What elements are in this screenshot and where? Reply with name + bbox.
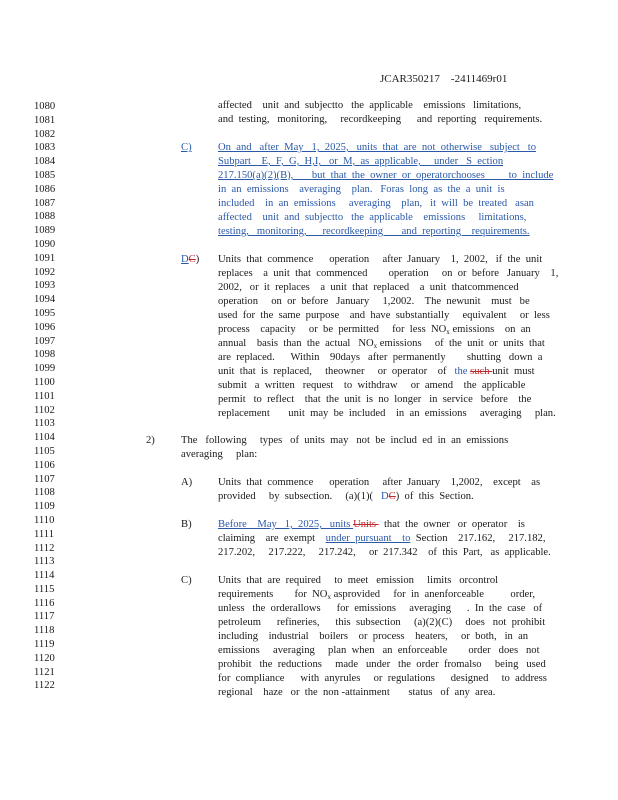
text-line-1102: replacement unit may be included in an emissions averaging plan. <box>218 408 556 419</box>
line-number: 1121 <box>34 666 55 678</box>
text-line-1086: in an emissions averaging plan. Foras long as the a unit is <box>218 184 505 195</box>
text-line-1085: 217.150(a)(2)(B), but that the owner or operatorchooses to include <box>218 170 554 181</box>
subscript-x: x <box>373 342 378 350</box>
text-line-1120: prohibit the reductions made under the order fromalso being used <box>218 659 546 670</box>
paragraph-label-d <box>181 254 199 268</box>
doc-revision: -2411469r01 <box>450 73 508 85</box>
line-number: 1104 <box>34 432 55 444</box>
subscript-x: x <box>327 593 331 601</box>
line-number: 1100 <box>34 376 55 388</box>
line-number: 1090 <box>34 238 56 250</box>
text-line-1098: are replaced. Within 90days after permanently shutting down a <box>218 352 543 363</box>
line-number: 1107 <box>34 473 55 485</box>
text-line-1087: included in an emissions averaging plan, it will be treated asan <box>218 198 534 209</box>
text-seg: annual basis than the actual NO <box>218 338 374 349</box>
text-seg: asprovided for in anenforceable order, <box>330 589 535 600</box>
text-line-1084: Subpart E, F, G, H,I, or M, as applicable, under S ection <box>218 156 504 167</box>
text-line-1112: 217.202, 217.222, 217.242, or 217.342 of this Part, as applicable. <box>218 547 551 558</box>
label-insert-d: D <box>181 254 189 265</box>
inserted-text: the <box>454 366 471 377</box>
line-number: 1094 <box>34 294 56 306</box>
line-number: 1097 <box>34 335 56 347</box>
text-line-1115 <box>218 589 535 603</box>
paragraph-label-c2: C) <box>181 575 192 586</box>
line-number: 1089 <box>34 225 56 237</box>
line-number: 1110 <box>34 514 55 526</box>
paragraph-label-b: B) <box>181 519 192 530</box>
line-number: 1084 <box>34 156 56 168</box>
text-line-1100: submit a written request to withdraw or amend the applicable <box>218 380 526 391</box>
line-number: 1115 <box>34 583 55 595</box>
line-number: 1081 <box>34 114 56 126</box>
line-number: 1098 <box>34 349 56 361</box>
line-number: 1099 <box>34 363 56 375</box>
inserted-text: under pursuant to <box>325 533 411 544</box>
line-number: 1106 <box>34 459 55 471</box>
line-number: 1108 <box>34 487 55 499</box>
line-number: 1112 <box>34 542 55 554</box>
text-seg: that the owner or operator is <box>378 519 525 530</box>
text-line-1093: 2002, or it replaces a unit that replaced a unit thatcommenced <box>218 282 519 293</box>
document-header <box>380 73 507 87</box>
text-line-1122: regional haze or the non -attainment status of any area. <box>218 687 496 698</box>
text-line-1099 <box>218 366 535 380</box>
paragraph-label-c: C) <box>181 142 192 153</box>
text-line-1095: used for the same purpose and have substantially equivalent or less <box>218 310 550 321</box>
subscript-x: x <box>446 328 450 336</box>
line-number: 1102 <box>34 404 55 416</box>
text-seg: unit that is replaced, theowner or operator of <box>218 366 455 377</box>
text-line-1094: operation on or before January 1,2002. The newunit must be <box>218 296 530 307</box>
line-number: 1080 <box>34 101 56 112</box>
label-delete-c: C <box>188 254 196 265</box>
text-line-1096 <box>218 324 531 338</box>
line-number: 1092 <box>34 266 56 278</box>
text-line-1105: averaging plan: <box>181 449 258 460</box>
text-line-1107: Units that commence operation after January 1,2002, except as <box>218 477 541 488</box>
text-line-1118: including industrial boilers or process heaters, or both, in an <box>218 631 529 642</box>
label-paren: ) <box>195 254 200 265</box>
text-line-1117: petroleum refineries, this subsection (a)(2)(C) does not prohibit <box>218 617 546 628</box>
text-line-1119: emissions averaging plan when an enforceable order does not <box>218 645 540 656</box>
line-number: 1101 <box>34 390 55 402</box>
paragraph-label-a: A) <box>181 477 193 488</box>
text-line-1104: The following types of units may not be includ ed in an emissions <box>181 435 509 446</box>
line-number: 1085 <box>34 169 56 181</box>
text-line-1091: Units that commence operation after January 1, 2002, if the unit <box>218 254 543 265</box>
line-number: 1118 <box>34 625 55 637</box>
text-line-1080: affected unit and subjectto the applicable emissions limitations, <box>218 100 522 111</box>
text-seg: process capacity or be permitted for less NO <box>218 324 447 335</box>
deleted-text: Units <box>353 519 379 530</box>
line-number: 1120 <box>34 652 55 664</box>
line-number: 1116 <box>34 597 55 609</box>
text-seg: unit must <box>492 366 535 377</box>
line-number: 1119 <box>34 639 55 651</box>
text-seg: Section 217.162, 217.182, <box>410 533 546 544</box>
line-number: 1095 <box>34 307 56 319</box>
line-number: 1114 <box>34 570 55 582</box>
inserted-text: D <box>381 491 389 502</box>
text-line-1088: affected unit and subjectto the applicable emissions limitations, <box>218 212 527 223</box>
text-line-1092: replaces a unit that commenced operation on or before January 1, <box>218 268 559 279</box>
text-line-1089: testing, monitoring, recordkeeping and reporting requirements. <box>218 226 530 237</box>
text-line-1116: unless the orderallows for emissions averaging . In the case of <box>218 603 543 614</box>
line-number: 1082 <box>34 128 56 140</box>
line-number: 1088 <box>34 211 56 223</box>
line-number: 1109 <box>34 501 55 513</box>
text-seg: emissions of the unit or units that <box>377 338 545 349</box>
line-number: 1086 <box>34 183 56 195</box>
inserted-text: Before May 1, 2025, units <box>218 519 354 530</box>
text-line-1114: Units that are required to meet emission limits orcontrol <box>218 575 499 586</box>
text-seg: requirements for NO <box>218 589 328 600</box>
doc-id: JCAR350217 <box>380 73 440 85</box>
line-number: 1111 <box>34 528 55 540</box>
text-seg: emissions on an <box>449 324 531 335</box>
line-number: 1096 <box>34 321 56 333</box>
text-line-1111 <box>218 533 546 547</box>
line-number: 1083 <box>34 142 56 154</box>
text-seg: provided by subsection. (a)(1)( <box>218 491 381 502</box>
line-number: 1113 <box>34 556 55 568</box>
text-line-1083: On and after May 1, 2025, units that are not otherwise subject to <box>218 142 537 153</box>
line-number: 1087 <box>34 197 56 209</box>
text-line-1110 <box>218 519 525 533</box>
line-number: 1103 <box>34 418 55 430</box>
line-number-column <box>34 100 74 693</box>
paragraph-label-2: 2) <box>146 435 155 446</box>
line-number: 1105 <box>34 445 55 457</box>
text-line-1121: for compliance with anyrules or regulations designed to address <box>218 673 547 684</box>
deleted-text: C <box>388 491 396 502</box>
text-line-1097 <box>218 338 545 352</box>
line-number: 1093 <box>34 280 56 292</box>
line-number: 1117 <box>34 611 55 623</box>
text-line-1081: and testing, monitoring, recordkeeping and reporting requirements. <box>218 114 543 125</box>
text-line-1101: permit to reflect that the unit is no longer in service before the <box>218 394 532 405</box>
line-number: 1091 <box>34 252 56 264</box>
text-seg: ) of this Section. <box>395 491 474 502</box>
text-seg: claiming are exempt <box>218 533 326 544</box>
deleted-text: such <box>470 366 493 377</box>
line-number: 1122 <box>34 680 55 692</box>
text-line-1108 <box>218 491 474 505</box>
